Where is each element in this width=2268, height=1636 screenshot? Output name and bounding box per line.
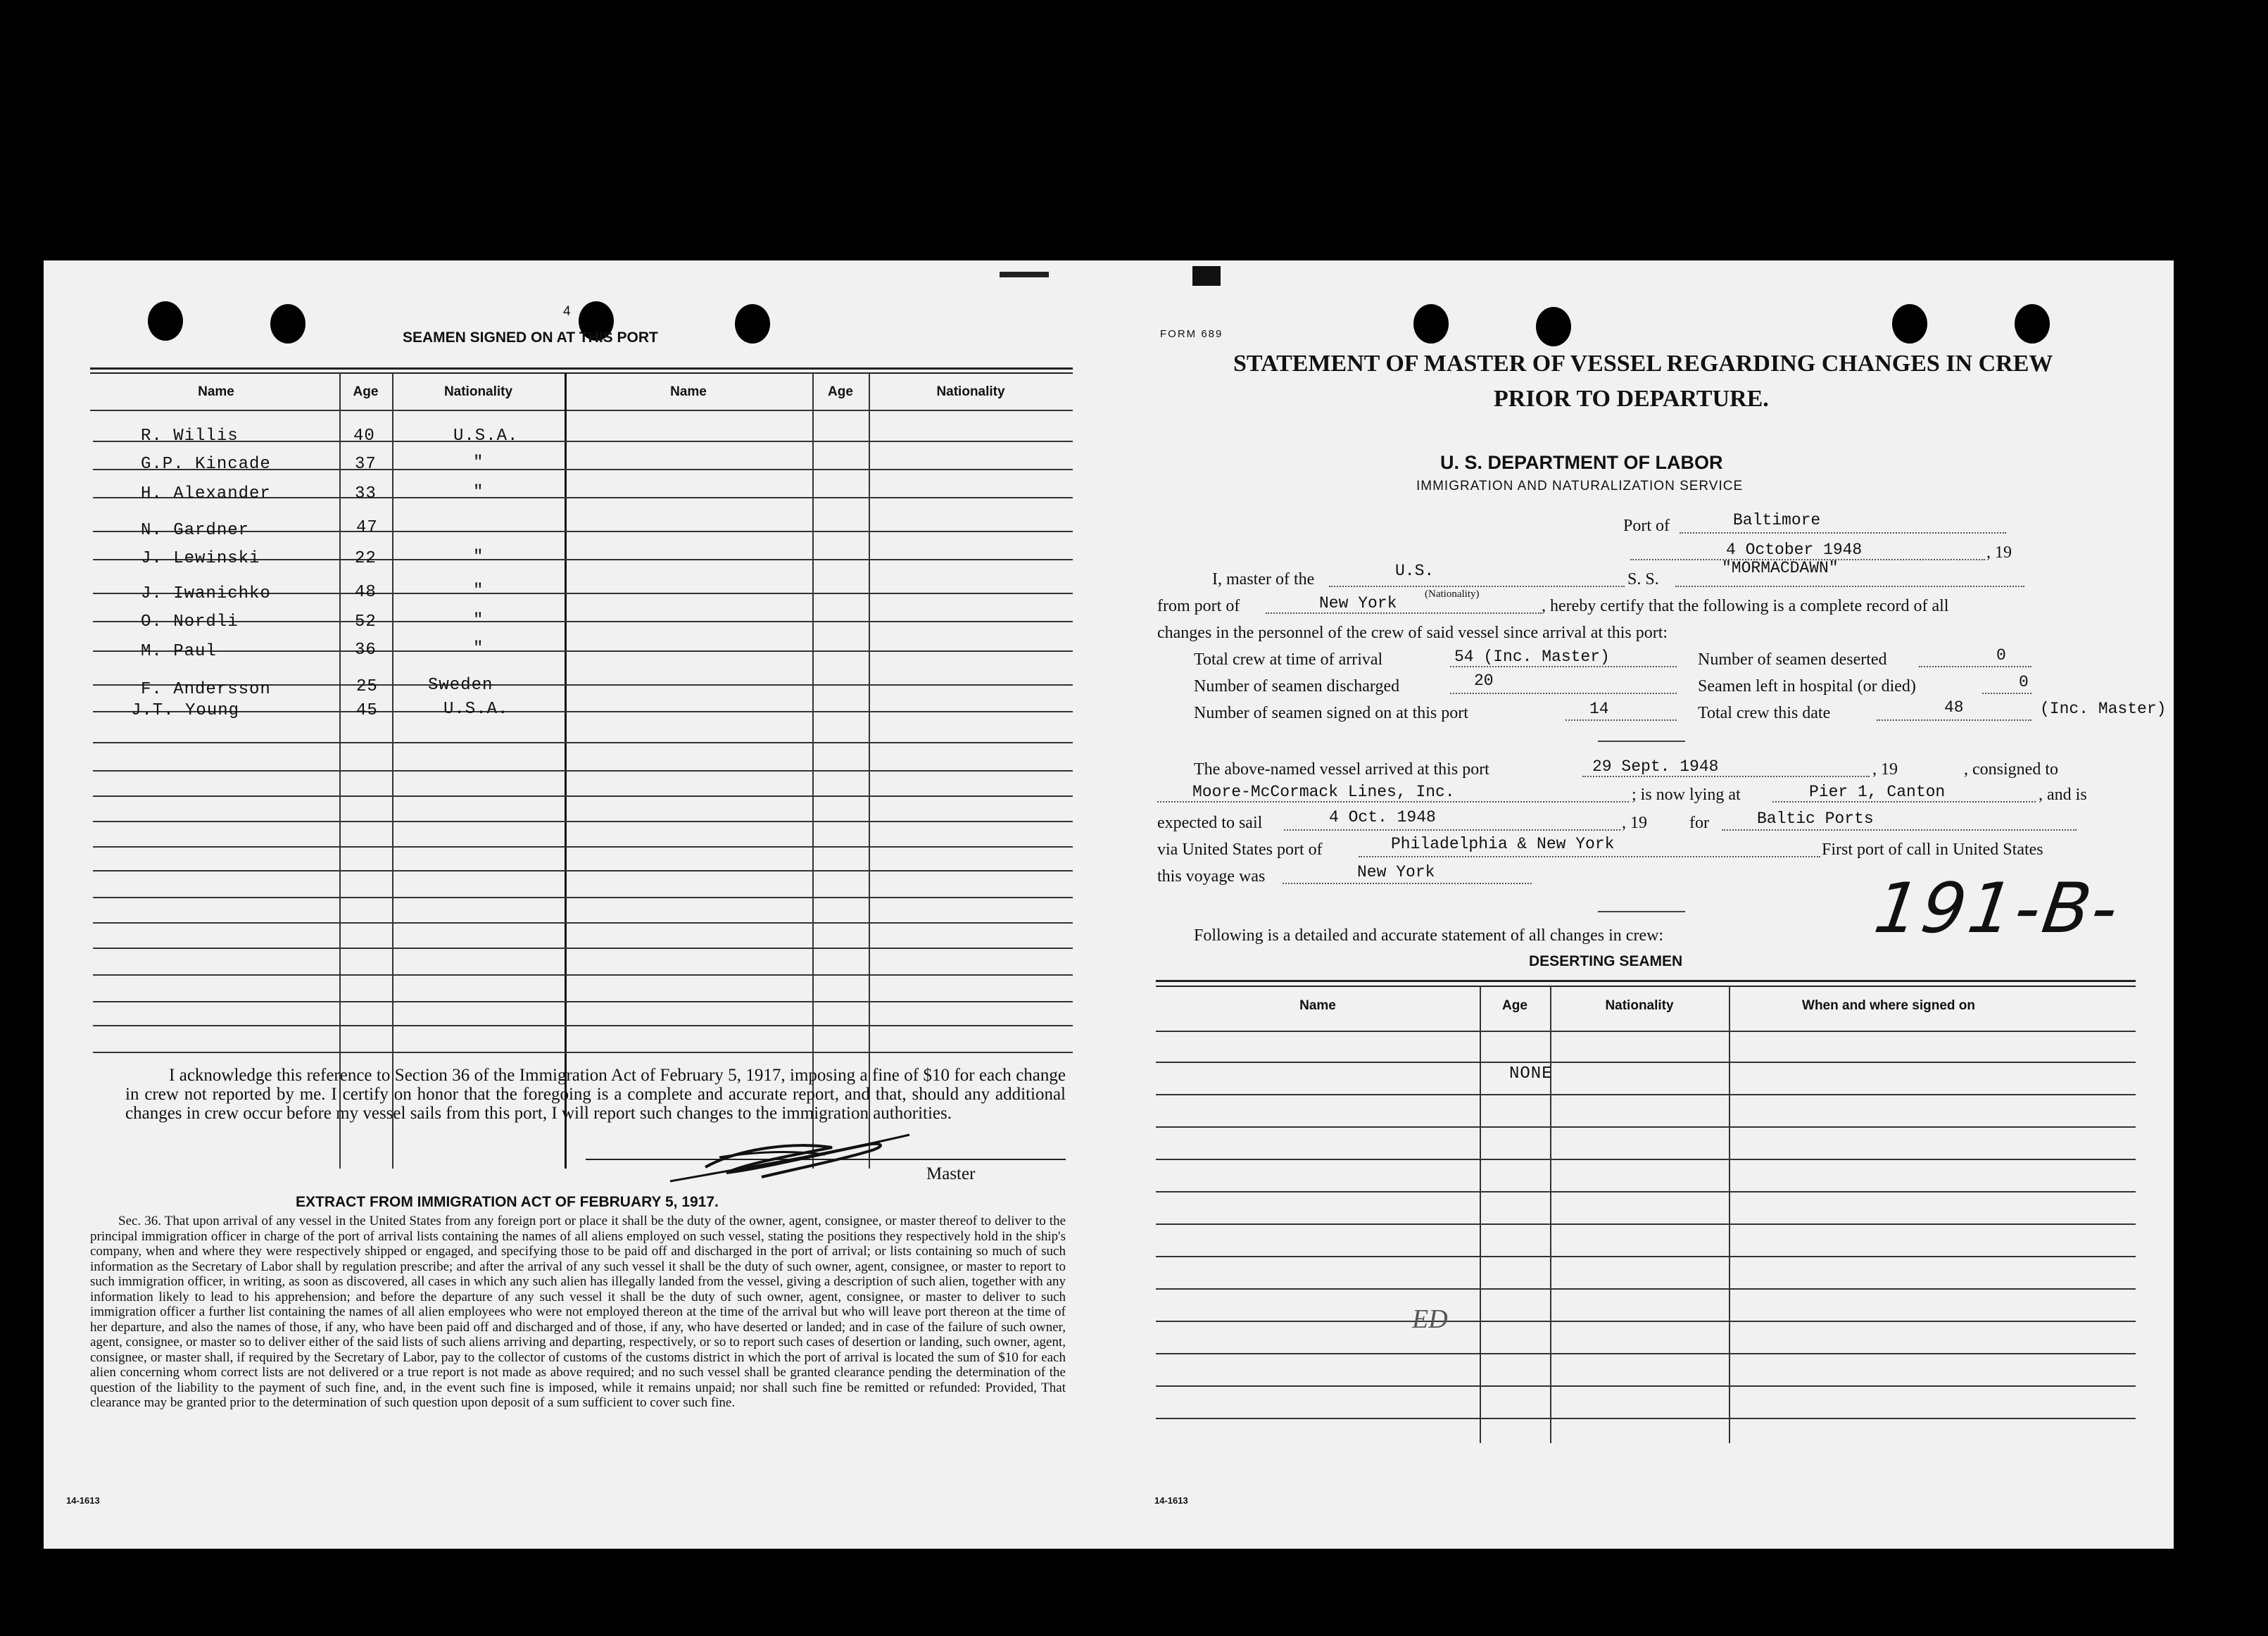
row-line [1156, 1288, 2136, 1290]
fill-line [1157, 801, 1629, 803]
and-is: , and is [2039, 786, 2087, 804]
seaman-age: 37 [355, 455, 377, 474]
row-line [93, 795, 1073, 797]
punch-hole [1413, 304, 1449, 344]
table-top-rule [90, 372, 1073, 374]
row-line [93, 948, 1073, 949]
divider [1598, 911, 1685, 912]
header-age: Age [353, 384, 379, 399]
fill-line [1772, 801, 2036, 803]
row-line [93, 974, 1073, 976]
punch-hole [735, 304, 770, 344]
header-nationality: Nationality [443, 384, 513, 399]
fill-line [1982, 693, 2031, 694]
seaman-name: N. Gardner [141, 521, 250, 540]
seaman-age: 22 [355, 549, 377, 568]
seaman-name: J. Iwanichko [141, 584, 271, 603]
scan-mark [1000, 272, 1049, 277]
for-value: Baltic Ports [1757, 810, 1874, 828]
expected-value: 4 Oct. 1948 [1329, 808, 1436, 826]
acknowledgement-text: I acknowledge this reference to Section 36 of the Immigration Act of February 5, 1917, imposing a fine of $10 for each change in crew not reported by me. I certify on honor that the foregoing is a complete and accurate report, and that, should any additional changes in crew occur before my vessel sails from this port, I will report such changes to the immigration authorities. [125, 1066, 1066, 1123]
seaman-nationality: " [473, 548, 484, 567]
master-signature [656, 1126, 924, 1190]
seaman-nationality: " [473, 453, 484, 472]
seaman-age: 47 [356, 518, 378, 537]
seaman-age: 33 [355, 484, 377, 503]
scan-mark [1192, 266, 1221, 286]
hospital-value: 0 [2019, 673, 2029, 691]
fill-line [1266, 612, 1542, 614]
seaman-age: 40 [353, 427, 375, 446]
fill-line [1329, 586, 1625, 587]
master-of-label: I, master of the [1212, 570, 1315, 589]
master-label: Master [926, 1164, 976, 1183]
right-form-code: 14-1613 [1154, 1495, 1188, 1506]
row-line [93, 441, 1073, 442]
title-line-2: PRIOR TO DEPARTURE. [1494, 386, 1769, 412]
header-age-2: Age [828, 384, 853, 399]
table-top-rule [90, 367, 1073, 370]
page-number: 4 [563, 304, 571, 319]
row-line [1156, 1385, 2136, 1387]
from-port-value: New York [1319, 594, 1397, 612]
handwritten-number: 191-B- [1869, 869, 2126, 949]
punch-hole [148, 301, 183, 341]
seaman-age: 45 [356, 701, 378, 720]
punch-hole [2015, 304, 2050, 344]
arrived-label: The above-named vessel arrived at this port [1194, 760, 1489, 779]
fill-line [1680, 532, 2006, 534]
changes-text: changes in the personnel of the crew of said vessel since arrival at this port: [1157, 624, 1668, 642]
seaman-nationality: " [473, 639, 484, 658]
row-line [1156, 1062, 2136, 1063]
voyage-value: New York [1357, 863, 1435, 881]
deserting-title: DESERTING SEAMEN [1529, 953, 1683, 969]
date-value: 4 October 1948 [1726, 541, 1863, 559]
header-nationality-2: Nationality [936, 384, 1005, 399]
deserting-header-signed-on: When and where signed on [1802, 998, 1975, 1013]
nationality-value: U.S. [1395, 562, 1435, 580]
deserting-top-rule [1156, 980, 2136, 982]
seaman-nationality: Sweden [428, 676, 493, 695]
row-line [1156, 1418, 2136, 1419]
for-label: for [1689, 814, 1709, 832]
date-suffix: , 19 [1986, 543, 2012, 562]
row-line [93, 711, 1073, 712]
left-title: SEAMEN SIGNED ON AT THIS PORT [403, 329, 658, 346]
seaman-name: G.P. Kincade [141, 455, 271, 474]
punch-hole [270, 304, 305, 344]
arrived-19: , 19 [1872, 760, 1898, 779]
first-port-label: First port of call in United States [1822, 841, 2043, 859]
via-label: via United States port of [1157, 841, 1323, 859]
divider [1598, 741, 1685, 742]
row-line [93, 650, 1073, 652]
deserted-label: Number of seamen deserted [1698, 650, 1887, 669]
left-form-code: 14-1613 [66, 1495, 100, 1506]
none-value: NONE [1509, 1064, 1553, 1083]
row-line [93, 846, 1073, 848]
extract-text: Sec. 36. That upon arrival of any vessel in the United States from any foreign port or place it shall be the duty of the owner, agent, consignee, or master thereof to deliver to the principal immigration officer in charge of the port of arrival lists containing the names of all aliens employed on such vessel, stating the positions they respectively hold in the ship's company, when and where they were respectively shipped or engaged, and specifying those to be paid off and discharged in the port of arrival; or lists containing so much of such information as the Secretary of Labor shall by regulation prescribe; and after the arrival of any such vessel it shall be the duty of such owner, agent, consignee, or master to report to such immigration officer, in writing, as soon as discovered, all cases in which any such alien has illegally landed from the vessel, giving a description of such alien, together with any information likely to lead to his apprehension; and before the departure of any such vessel it shall be the duty of such owner, agent, consignee, or master to deliver to such immigration officer a further list containing the names of all alien employees who were not employed thereon at the time of the arrival but who will leave port thereon at the time of her departure, and also the names of those, if any, who have been paid off and discharged and of those, if any, who have deserted or landed; and in case of the failure of such owner, agent, consignee, or master so to deliver either of the said lists of such aliens arriving and departing, respectively, or so to report such cases of desertion or landing, such owner, agent, consignee, or master shall, if required by the Secretary of Labor, pay to the collector of customs of the customs district in which the port of arrival is located the sum of $10 for each alien concerning whom correct lists are not delivered or a true report is not made as above required; and no such vessel shall be granted clearance pending the determination of the question of the liability to the payment of such fine, and, in the event such fine is imposed, while it remains unpaid; nor shall such fine be remitted or refunded: Provided, That clearance may be granted prior to the determination of such question upon deposit of a sum sufficient to cover such fine. [90, 1214, 1066, 1410]
consignee-value: Moore-McCormack Lines, Inc. [1192, 783, 1455, 801]
row-line [1156, 1223, 2136, 1225]
fill-line [1283, 883, 1532, 884]
department: U. S. DEPARTMENT OF LABOR [1440, 452, 1723, 473]
fill-line [1450, 693, 1677, 694]
total-date-value: 48 [1944, 698, 1964, 717]
total-crew-label: Total crew at time of arrival [1194, 650, 1383, 669]
expected-19: , 19 [1622, 814, 1647, 832]
seaman-nationality: " [473, 611, 484, 630]
deserting-header-nationality: Nationality [1605, 998, 1674, 1013]
seaman-name: J. Lewinski [141, 549, 260, 568]
row-line [93, 1001, 1073, 1002]
deserting-top-rule [1156, 986, 2136, 987]
row-line [1156, 1094, 2136, 1095]
certify-text: , hereby certify that the following is a complete record of all [1542, 597, 1949, 615]
fill-line [1359, 856, 1820, 857]
deserting-header-rule [1156, 1031, 2136, 1032]
document-paper [44, 260, 2174, 1549]
seaman-name: M. Paul [141, 642, 217, 661]
form-number: FORM 689 [1160, 328, 1223, 340]
seaman-name: H. Alexander [141, 484, 271, 503]
expected-label: expected to sail [1157, 814, 1263, 832]
seaman-name: R. Willis [141, 427, 239, 446]
extract-title: EXTRACT FROM IMMIGRATION ACT OF FEBRUARY 5, 1917. [296, 1194, 719, 1210]
via-value: Philadelphia & New York [1391, 835, 1615, 853]
seaman-age: 48 [355, 583, 377, 602]
hospital-label: Seamen left in hospital (or died) [1698, 677, 1916, 696]
seaman-name: J.T. Young [131, 701, 240, 720]
punch-hole [1536, 307, 1571, 346]
row-line [1156, 1191, 2136, 1193]
row-line [93, 1025, 1073, 1026]
fill-line [1877, 719, 2031, 721]
row-line [93, 1052, 1073, 1053]
total-crew-value: 54 (Inc. Master) [1454, 648, 1610, 666]
col-line [1729, 986, 1730, 1443]
discharged-label: Number of seamen discharged [1194, 677, 1400, 696]
deserting-header-age: Age [1502, 998, 1527, 1013]
fill-line [1582, 776, 1870, 777]
fill-line [1675, 586, 2024, 587]
row-line [1156, 1321, 2136, 1322]
row-line [93, 922, 1073, 924]
seaman-nationality: " [473, 483, 484, 502]
total-date-note: (Inc. Master) [2040, 700, 2167, 718]
row-line [93, 742, 1073, 743]
stamp-mark: ED [1412, 1304, 1448, 1334]
seaman-age: 25 [356, 677, 378, 696]
title-line-1: STATEMENT OF MASTER OF VESSEL REGARDING CHANGES IN CREW [1233, 351, 2053, 377]
deserting-header-name: Name [1299, 998, 1336, 1013]
port-label: Port of [1623, 517, 1670, 535]
header-name-2: Name [670, 384, 707, 399]
seaman-name: O. Nordli [141, 612, 239, 631]
service: IMMIGRATION AND NATURALIZATION SERVICE [1416, 479, 1744, 493]
row-line [1156, 1159, 2136, 1160]
col-line [1480, 986, 1481, 1443]
deserted-value: 0 [1996, 646, 2006, 665]
row-line [93, 621, 1073, 622]
ss-label: S. S. [1627, 570, 1659, 589]
fill-line [1919, 666, 2031, 667]
row-line [93, 897, 1073, 898]
fill-line [1450, 666, 1677, 667]
seaman-age: 36 [355, 641, 377, 660]
fill-line [1565, 719, 1677, 721]
seaman-nationality: U.S.A. [443, 700, 509, 719]
seaman-nationality: U.S.A. [453, 427, 519, 446]
total-date-label: Total crew this date [1698, 704, 1831, 722]
consigned-label: , consigned to [1964, 760, 2058, 779]
row-line [1156, 1256, 2136, 1257]
fill-line [1722, 829, 2077, 831]
ship-value: "MORMACDAWN" [1722, 559, 1839, 577]
from-port-label: from port of [1157, 597, 1240, 615]
col-line [1550, 986, 1551, 1443]
arrived-value: 29 Sept. 1948 [1592, 757, 1719, 776]
signed-on-label: Number of seamen signed on at this port [1194, 704, 1468, 722]
punch-hole [1892, 304, 1927, 344]
row-line [1156, 1353, 2136, 1354]
row-line [93, 870, 1073, 872]
lying-label: ; is now lying at [1632, 786, 1741, 804]
fill-line [1284, 829, 1620, 831]
seaman-age: 52 [355, 612, 377, 631]
port-value: Baltimore [1733, 511, 1821, 529]
nationality-note: (Nationality) [1425, 589, 1480, 600]
discharged-value: 20 [1474, 672, 1494, 690]
seaman-nationality: " [473, 581, 484, 600]
lying-value: Pier 1, Canton [1809, 783, 1946, 801]
table-header-rule [90, 410, 1073, 411]
row-line [93, 770, 1073, 772]
row-line [1156, 1126, 2136, 1128]
voyage-label: this voyage was [1157, 867, 1266, 886]
signed-on-value: 14 [1589, 700, 1609, 718]
row-line [93, 821, 1073, 822]
header-name: Name [198, 384, 234, 399]
following-text: Following is a detailed and accurate statement of all changes in crew: [1194, 926, 1664, 945]
seaman-name: F. Andersson [141, 680, 271, 699]
